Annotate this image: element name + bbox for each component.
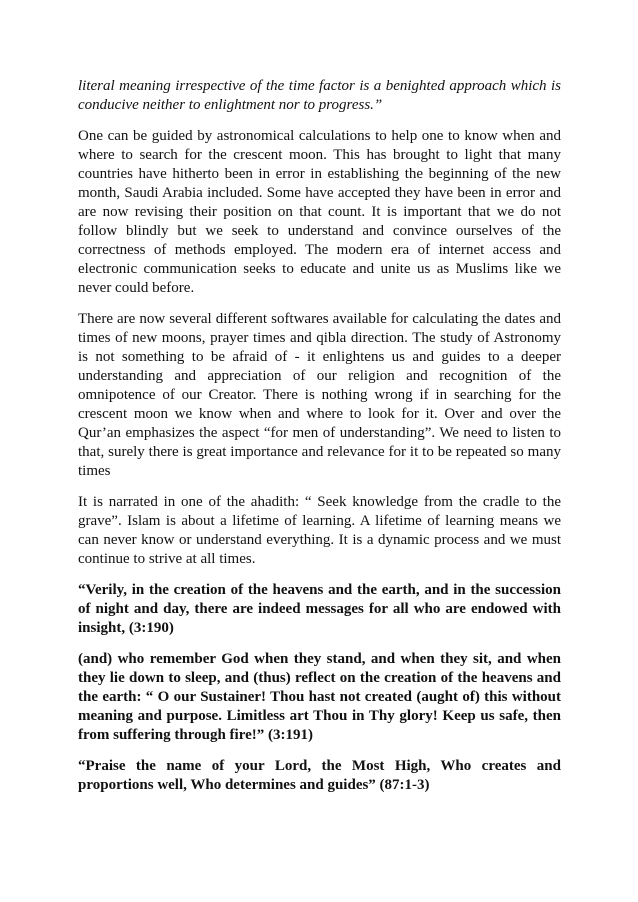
quran-verse-3-191: (and) who remember God when they stand, and when they sit, and when they lie down to sleep, and (thus) reflect on the creation of the heavens and the earth: “ O our Sustainer! Thou hast not created (aught of) this without meaning and purpose. Limitless art Thou in Thy glory! Keep us safe, then from suffering through fire!” (3:191) [78, 651, 561, 743]
document-page [78, 77, 561, 807]
quran-verse-87-1-3: “Praise the name of your Lord, the Most High, Who creates and proportions well, Who determines and guides” (87:1-3) [78, 758, 561, 793]
software-paragraph: There are now several different softwares available for calculating the dates and times of new moons, prayer times and qibla direction. The study of Astronomy is not something to be afraid of - it enlightens us and guides to a deeper understanding and appreciation of our religion and recognition of the omnipotence of our Creator. There is nothing wrong if in searching for the crescent moon we know when and where to look for it. Over and over the Qur’an emphasizes the aspect “for men of understanding”. We need to listen to that, surely there is great importance and relevance for it to be repeated so many times [78, 311, 561, 479]
astronomical-calculations-paragraph: One can be guided by astronomical calculations to help one to know when and where to search for the crescent moon. This has brought to light that many countries have hitherto been in error in establishing the beginning of the new month, Saudi Arabia included. Some have accepted they have been in error and are now revising their position on that count. It is important that we do not follow blindly but we seek to understand and convince ourselves of the correctness of methods employed. The modern era of internet access and electronic communication seeks to educate and unite us as Muslims like we never could before. [78, 128, 561, 296]
quote-continuation-paragraph: literal meaning irrespective of the time factor is a benighted approach which is conducive neither to enlightment nor to progress.” [78, 78, 561, 113]
hadith-paragraph: It is narrated in one of the ahadith: “ Seek knowledge from the cradle to the grave”. Islam is about a lifetime of learning. A lifetime of learning means we can never know or understand everything. It is a dynamic process and we must continue to strive at all times. [78, 494, 561, 567]
quran-verse-3-190: “Verily, in the creation of the heavens and the earth, and in the succession of night and day, there are indeed messages for all who are endowed with insight, (3:190) [78, 582, 561, 636]
